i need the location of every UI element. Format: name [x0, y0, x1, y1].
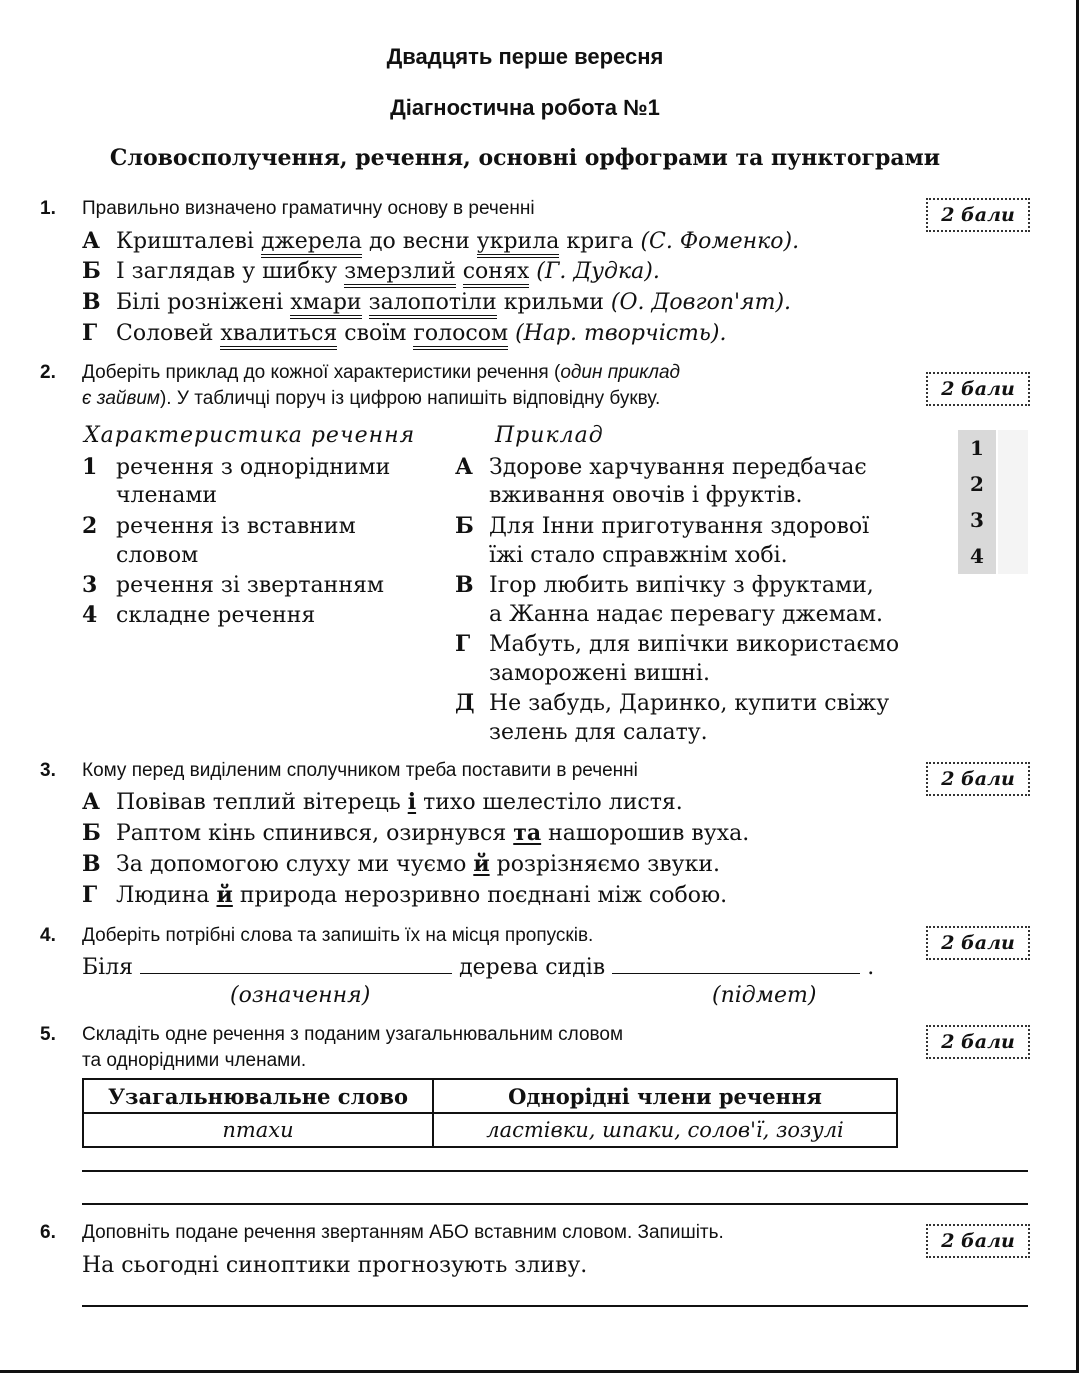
- task3-instruction: Кому перед виділеним сполучником треба поставити в реченні: [82, 760, 638, 781]
- task3-option-g: Г Людина й природа нерозривно поєднані між собою.: [82, 882, 728, 908]
- characteristic-2-cont: словом: [116, 543, 199, 568]
- answer-label-4: 4: [958, 538, 996, 574]
- work-title: Діагностична робота №1: [390, 95, 660, 120]
- task1-points: 2 бали: [926, 198, 1030, 232]
- subject-hint: (підмет): [712, 983, 817, 1008]
- table-header-generalizing-word: Узагальнювальне слово: [83, 1079, 433, 1113]
- example-b-cont: їжі стало справжнім хобі.: [489, 543, 788, 568]
- answer-cell-2[interactable]: [996, 466, 1028, 502]
- answer-grid: [958, 430, 1028, 574]
- task5-answer-line-2[interactable]: [82, 1203, 1028, 1205]
- answer-label-1: 1: [958, 430, 996, 466]
- task1-option-v: В Білі розніжені хмари залопотіли крильми (О. Довгоп'ят).: [82, 287, 791, 318]
- task3-number: 3.: [40, 760, 56, 781]
- task1-option-a: А Кришталеві джерела до весни укрила крига (С. Фоменко).: [82, 226, 799, 257]
- task3-option-a: А Повівав теплий вітерець і тихо шелестіло листя.: [82, 789, 683, 815]
- task3-option-v: В За допомогою слуху ми чуємо й розрізняємо звуки.: [82, 851, 721, 877]
- example-v-cont: а Жанна надає перевагу джемам.: [489, 602, 884, 627]
- task2-number: 2.: [40, 362, 56, 383]
- subject-blank[interactable]: [612, 951, 860, 974]
- answer-cell-3[interactable]: [996, 502, 1028, 538]
- task6-answer-line[interactable]: [82, 1305, 1028, 1307]
- example-b: Б Для Інни приготування здорової: [455, 513, 870, 539]
- date-heading: Двадцять перше вересня: [386, 44, 664, 69]
- task5-points: 2 бали: [926, 1025, 1030, 1059]
- example-column-header: Приклад: [495, 423, 604, 448]
- example-d-cont: зелень для салату.: [489, 720, 708, 745]
- task6-sentence: На сьогодні синоптики прогнозують зливу.: [82, 1253, 588, 1278]
- example-v: В Ігор любить випічку з фруктами,: [455, 572, 874, 598]
- task5-table: [82, 1078, 898, 1148]
- task1-option-g: Г Соловей хвалиться своїм голосом (Нар. творчість).: [82, 318, 726, 349]
- example-g-cont: заморожені вишні.: [489, 661, 710, 686]
- task1-option-b: Б І заглядав у шибку змерзлий сонях (Г. Дудка).: [82, 256, 660, 287]
- answer-cell-1[interactable]: [996, 430, 1028, 466]
- task6-number: 6.: [40, 1222, 56, 1243]
- task1-number: 1.: [40, 198, 56, 219]
- example-g: Г Мабуть, для випічки використаємо: [455, 631, 900, 657]
- task5-answer-line-1[interactable]: [82, 1170, 1028, 1172]
- answer-cell-4[interactable]: [996, 538, 1028, 574]
- characteristic-2: 2 речення із вставним: [82, 513, 356, 539]
- task3-option-b: Б Раптом кінь спинився, озирнувся та нашорошив вуха.: [82, 820, 750, 846]
- task4-points: 2 бали: [926, 926, 1030, 960]
- task5-number: 5.: [40, 1024, 56, 1045]
- modifier-hint: (означення): [230, 983, 371, 1008]
- characteristic-4: 4 складне речення: [82, 602, 316, 628]
- task2-instruction: Доберіть приклад до кожної характеристики речення (один приклад є зайвим). У табличці поруч із цифрою напишіть відповідну букву.: [82, 362, 681, 409]
- example-d: Д Не забудь, Даринко, купити свіжу: [455, 690, 890, 716]
- characteristic-3: 3 речення зі звертанням: [82, 572, 384, 598]
- table-cell-homogeneous-members: ластівки, шпаки, солов'ї, зозулі: [433, 1113, 897, 1147]
- answer-label-3: 3: [958, 502, 996, 538]
- characteristic-column-header: Характеристика речення: [84, 423, 416, 448]
- example-a-cont: вживання овочів і фруктів.: [489, 483, 803, 508]
- task6-instruction: Доповніть подане речення звертанням АБО вставним словом. Запишіть.: [82, 1222, 724, 1243]
- example-a: А Здорове харчування передбачає: [455, 454, 867, 480]
- task6-points: 2 бали: [926, 1224, 1030, 1258]
- characteristic-1: 1 речення з однорідними: [82, 454, 391, 480]
- task5-instruction: Складіть одне речення з поданим узагальнювальним словом та однорідними членами.: [82, 1024, 624, 1071]
- task4-sentence: Біля дерева сидів .: [82, 951, 874, 983]
- topic-title: Словосполучення, речення, основні орфограми та пунктограми: [109, 145, 941, 171]
- table-cell-generalizing-word: птахи: [83, 1113, 433, 1147]
- task4-instruction: Доберіть потрібні слова та запишіть їх на місця пропусків.: [82, 925, 594, 946]
- task2-points: 2 бали: [926, 372, 1030, 406]
- task1-instruction: Правильно визначено граматичну основу в реченні: [82, 198, 535, 219]
- task3-points: 2 бали: [926, 762, 1030, 796]
- characteristic-1-cont: членами: [116, 483, 218, 508]
- answer-label-2: 2: [958, 466, 996, 502]
- table-header-homogeneous-members: Однорідні члени речення: [433, 1079, 897, 1113]
- modifier-blank[interactable]: [140, 951, 452, 974]
- task4-number: 4.: [40, 925, 56, 946]
